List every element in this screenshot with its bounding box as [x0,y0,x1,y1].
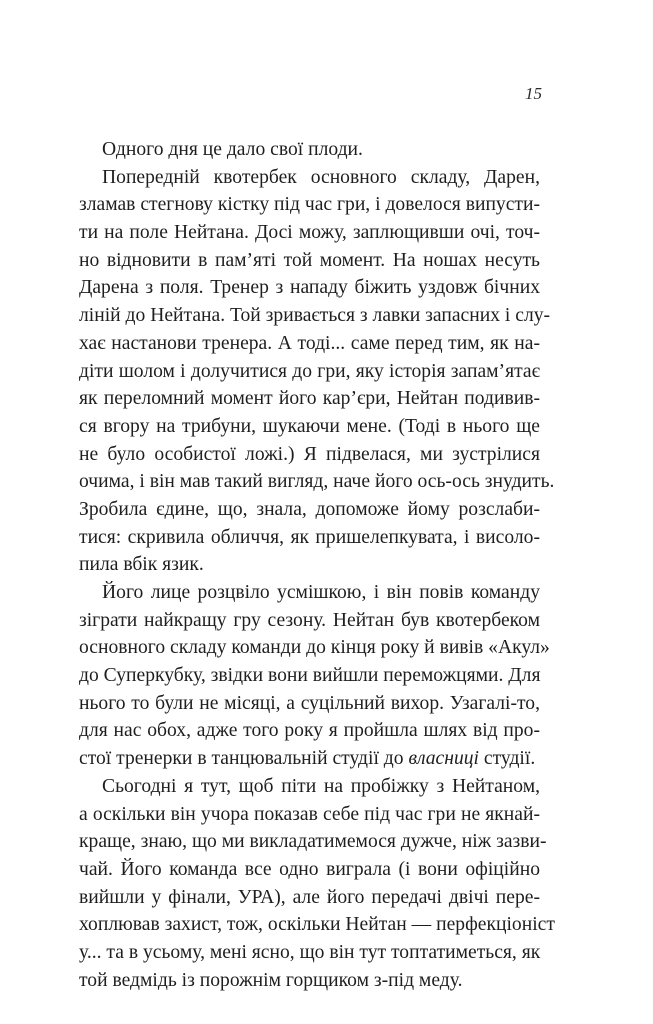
emphasized-word: власниці [408,748,479,770]
text-line: вийшли у фінали, УРА), але його передачі двічі пере- [79,886,540,908]
text-line: зіграти найкращу гру сезону. Нейтан був квотербеком [79,609,540,631]
text-line: не було особистої ложі.) Я підвелася, ми зустрілися [79,443,540,465]
text-line: ліній до Нейтана. Той зривається з лавки запасних і слу- [79,305,551,327]
body-text [79,136,555,994]
text-line: той ведмідь із порожнім горщиком з-під меду. [79,969,463,991]
text-line: но відновити в пам’яті той момент. На ношах несуть [79,249,540,271]
text-line: зламав стегнову кістку під час гри, і довелося випусти- [79,194,540,216]
text-line: ти на поле Нейтана. Досі можу, заплющивши очі, точ- [79,222,540,244]
text-line: діти шолом і долучитися до гри, яку історія запам’ятає [79,360,540,382]
text-line: очима, і він мав такий вигляд, наче його ось-ось знудить. [79,471,555,493]
text-line: ся вгору на трибуни, шукаючи мене. (Тоді в нього ще [79,415,540,437]
text-line: основного складу команди до кінця року й вивів «Акул» [79,637,550,659]
text-line: Дарена з поля. Тренер з нападу біжить уздовж бічних [79,277,540,299]
text-line: пила вбік язик. [79,554,204,576]
text-line: Сьогодні я тут, щоб піти на пробіжку з Нейтаном, [102,775,540,797]
text-line: чай. Його команда все одно виграла (і вони офіційно [79,858,540,880]
text-line: хоплював захист, тож, оскільки Нейтан — перфекціоніст [79,914,555,936]
text-line: для нас обох, адже того року я пройшла шлях від про- [79,720,540,742]
text-segment: студії. [479,748,536,770]
text-line [79,745,540,773]
text-line: у... та в усьому, мені ясно, що він тут топтатиметься, як [79,941,541,963]
text-line: Його лице розцвіло усмішкою, і він повів команду [102,582,540,603]
page-number: 15 [525,84,542,103]
text-line: Одного дня це дало свої плоди. [102,139,363,160]
text-line: Попередній квотербек основного складу, Дарен, [102,166,540,188]
text-line: хає настанови тренера. А тоді... саме перед тим, як на- [79,332,540,354]
text-line: а оскільки він учора показав себе під час гри не якнай- [79,803,540,825]
text-line: як переломний момент його кар’єри, Нейтан подивив- [79,388,540,410]
text-line: Зробила єдине, що, знала, допоможе йому розслаби- [79,498,540,520]
text-line: до Суперкубку, звідки вони вийшли переможцями. Для [79,665,541,687]
text-line: краще, знаю, що ми викладатимемося дужче, ніж зазви- [79,831,547,853]
text-line: нього то були не місяці, а суцільний вихор. Узагалі-то, [79,692,540,714]
text-line: тися: скривила обличчя, як пришелепкувата, і висоло- [79,526,540,548]
text-segment: стої тренерки в танцювальній студії до [79,748,409,770]
